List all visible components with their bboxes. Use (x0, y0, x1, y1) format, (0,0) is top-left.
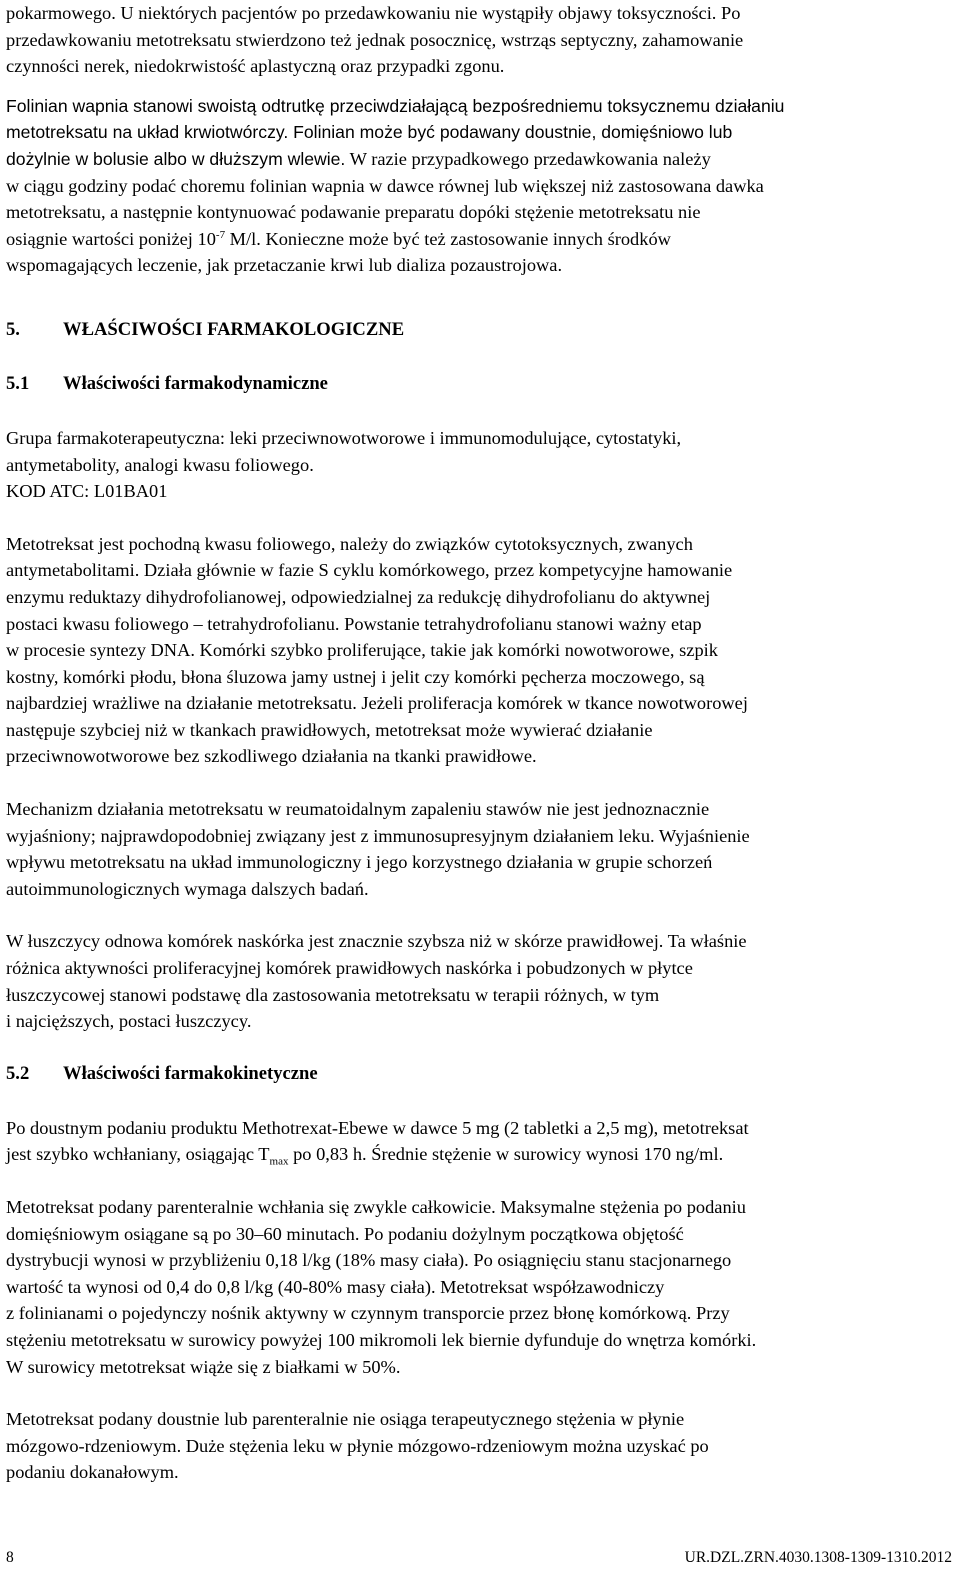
calcium-folinate-intro: Folinian wapnia stanowi swoistą odtrutkę przeciwdziałającą bezpośredniemu toksycznemu działaniu metotreksatu na układ krwiotwórczy. Folinian może być podawany doustnie, domięśniowo lub dożylnie w bolusie albo w dłuższym wlewie. (6, 95, 785, 169)
section-5-title: WŁAŚCIWOŚCI FARMAKOLOGICZNE (63, 318, 405, 340)
oral-absorption-a: Po doustnym podaniu produktu Methotrexat-Ebewe w dawce 5 mg (2 tabletki a 2,5 mg), metotreksat jest szybko wchłaniany, osiągając T (6, 1117, 749, 1165)
section-5-2-title: Właściwości farmakokinetyczne (63, 1062, 318, 1084)
tmax-subscript: max (269, 1156, 289, 1169)
overdose-paragraph: pokarmowego. U niektórych pacjentów po przedawkowaniu nie wystąpiły objawy toksyczności. Po przedawkowaniu metotreksatu stwierdzono też jednak posocznicę, wstrząs septyczny, zahamowanie czynności nerek, niedokrwistość aplastyczną oraz przypadki zgonu. (6, 3, 744, 77)
oral-absorption-paragraph (6, 1115, 952, 1168)
calcium-folinate-paragraph (6, 93, 952, 279)
psoriasis-paragraph: W łuszczycy odnowa komórek naskórka jest znacznie szybsza niż w skórze prawidłowej. Ta właśnie różnica aktywności proliferacyjnej komórek prawidłowych naskórka i pobudzonych w płytce łuszczycowej stanowi podstawę dla zastosowania metotreksatu w terapii różnych, w tym i najcięższych, postaci łuszczycy. (6, 931, 747, 1032)
document-page (6, 0, 952, 1486)
oral-absorption-b: po 0,83 h. Średnie stężenie w surowicy wynosi 170 ng/ml. (288, 1144, 724, 1165)
section-5-1-heading (6, 371, 952, 397)
mechanism-paragraph: Metotreksat jest pochodną kwasu foliowego, należy do związków cytotoksycznych, zwanych antymetabolitami. Działa głównie w fazie S cyklu komórkowego, przez kompetycyjne hamowanie enzymu reduktazy dihydrofolianowej, odpowiedzialnej za redukcję dihydrofolianu do aktywnej postaci kwasu foliowego – tetrahydrofolianu. Powstanie tetrahydrofolianu stanowi ważny etap w procesie syntezy DNA. Komórki szybko proliferujące, takie jak komórki nowotworowe, szpik kostny, komórki płodu, błona śluzowa jamy ustnej i jelit czy komórki pęcherza moczowego, są najbardziej wrażliwe na działanie metotreksatu. Jeżeli proliferacja komórek w tkance nowotworowej następuje szybciej niż w tkankach prawidłowych, metotreksat może wywierać działanie przeciwnowotworowe bez szkodliwego działania na tkanki prawidłowe. (6, 533, 748, 767)
page-number: 8 (6, 1549, 14, 1566)
csf-paragraph: Metotreksat podany doustnie lub parenteralnie nie osiąga terapeutycznego stężenia w płynie mózgowo-rdzeniowym. Duże stężenia leku w płynie mózgowo-rdzeniowym można uzyskać po podaniu dokanałowym. (6, 1409, 709, 1483)
section-5-heading (6, 317, 952, 343)
section-5-number: 5. (6, 318, 20, 340)
exponent-superscript: -7 (215, 228, 226, 241)
parenteral-paragraph: Metotreksat podany parenteralnie wchłania się zwykle całkowicie. Maksymalne stężenia po podaniu domięśniowym osiągane są po 30–60 minutach. Po podaniu dożylnym początkowa objętość dystrybucji wynosi w przybliżeniu 0,18 l/kg (18% masy ciała). Po osiągnięciu stanu stacjonarnego wartość ta wynosi od 0,4 do 0,8 l/kg (40-80% masy ciała). Metotreksat współzawodniczy z folinianami o pojedynczy nośnik aktywny w czynnym transporcie przez błonę komórkową. Przy stężeniu metotreksatu w surowicy powyżej 100 mikromoli lek biernie dyfunduje do wnętrza komórki. W surowicy metotreksat wiąże się z białkami w 50%. (6, 1197, 757, 1377)
pharmacotherapeutic-group: Grupa farmakoterapeutyczna: leki przeciwnowotworowe i immunomodulujące, cytostatyki, antymetabolity, analogi kwasu foliowego. KOD ATC: L01BA01 (6, 427, 682, 502)
section-5-2-number: 5.2 (6, 1062, 30, 1084)
calcium-folinate-dosing-b: M/l. Konieczne może być też zastosowanie innych środków wspomagających leczenie, jak przetaczanie krwi lub dializa pozaustrojowa. (6, 228, 671, 276)
calcium-folinate-dosing-a: W razie przypadkowego przedawkowania należy w ciągu godziny podać choremu folinian wapnia w dawce równej lub większej niż zastosowana dawka metotreksatu, a następnie kontynuować podawanie preparatu dopóki stężenie metotreksatu nie osiągnie wartości poniżej 10 (6, 148, 764, 249)
document-reference: UR.DZL.ZRN.4030.1308-1309-1310.2012 (684, 1549, 952, 1566)
section-5-1-title: Właściwości farmakodynamiczne (63, 372, 328, 394)
section-5-2-heading (6, 1061, 952, 1087)
page-footer (6, 1548, 952, 1568)
rheumatoid-paragraph: Mechanizm działania metotreksatu w reumatoidalnym zapaleniu stawów nie jest jednoznacznie wyjaśniony; najprawdopodobniej związany jest z immunosupresyjnym działaniem leku. Wyjaśnienie wpływu metotreksatu na układ immunologiczny i jego korzystnego działania w grupie schorzeń autoimmunologicznych wymaga dalszych badań. (6, 799, 750, 899)
section-5-1-number: 5.1 (6, 372, 30, 394)
